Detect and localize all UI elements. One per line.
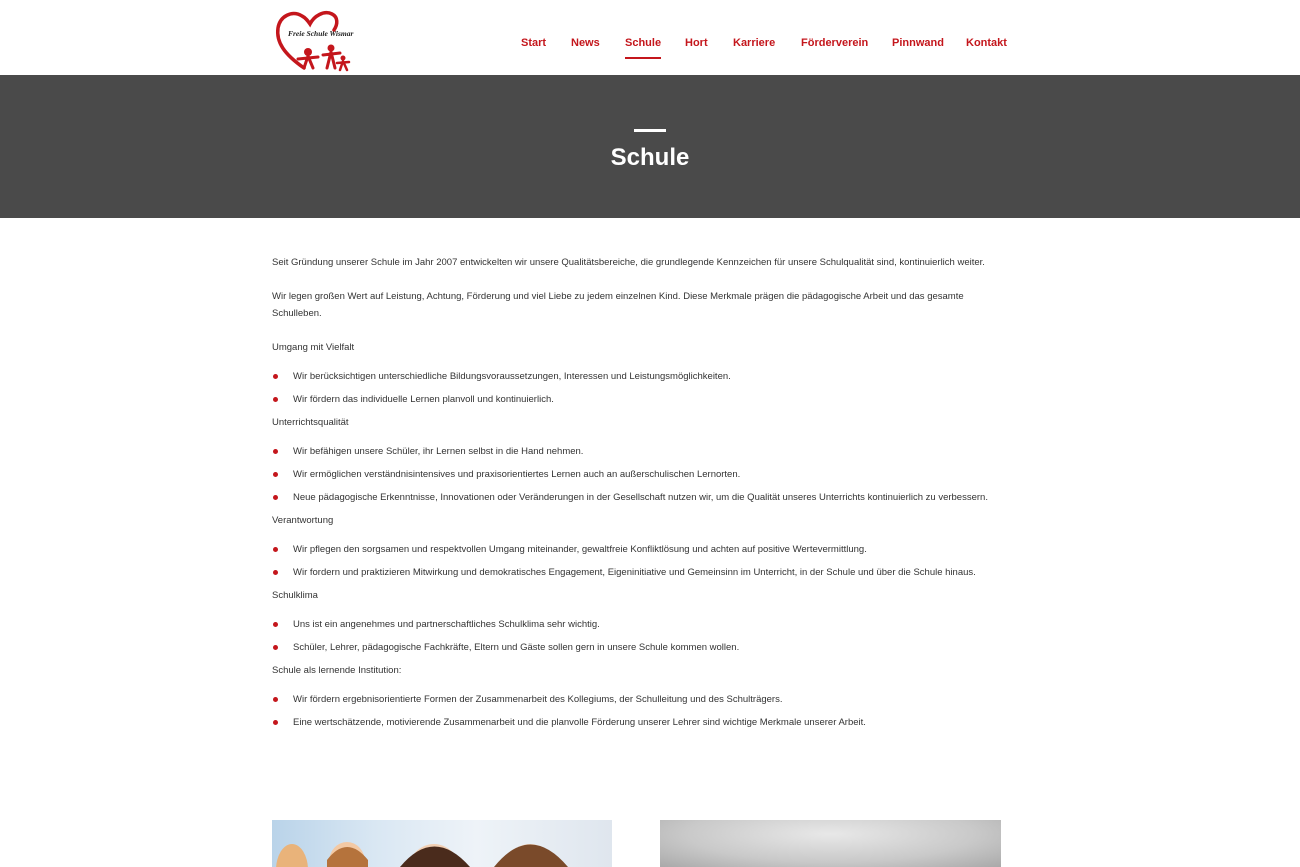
list-item: Wir fördern das individuelle Lernen planvoll und kontinuierlich. (272, 391, 1002, 408)
list-item: Uns ist ein angenehmes und partnerschaftliches Schulklima sehr wichtig. (272, 616, 1002, 633)
list-item: Neue pädagogische Erkenntnisse, Innovationen oder Veränderungen in der Gesellschaft nutzen wir, um die Qualität unseres Unterrichts kontinuierlich zu verbessern. (272, 489, 1002, 506)
section-heading: Schulklima (272, 590, 318, 601)
bullet-list (272, 443, 1002, 506)
list-item: Wir fordern und praktizieren Mitwirkung und demokratisches Engagement, Eigeninitiative und Gemeinsinn im Unterricht, in der Schule und über die Schule hinaus. (272, 564, 1002, 581)
list-item: Wir ermöglichen verständnisintensives und praxisorientiertes Lernen auch an außerschulischen Lernorten. (272, 466, 1002, 483)
school-children-photo (272, 820, 612, 867)
nav-hort[interactable]: Hort (685, 37, 708, 49)
school-photo (660, 820, 1001, 867)
hero-divider (634, 129, 666, 132)
bullet-list (272, 541, 1002, 581)
section-heading: Schule als lernende Institution: (272, 665, 402, 676)
bullet-list (272, 368, 1002, 408)
list-item: Wir befähigen unsere Schüler, ihr Lernen selbst in die Hand nehmen. (272, 443, 1002, 460)
list-item: Eine wertschätzende, motivierende Zusammenarbeit und die planvolle Förderung unserer Lehrer sind wichtige Merkmale unserer Arbeit. (272, 714, 1002, 731)
intro-paragraph: Seit Gründung unserer Schule im Jahr 2007 entwickelten wir unsere Qualitätsbereiche, die grundlegende Kennzeichen für unsere Schulqualität sind, kontinuierlich weiter. (272, 257, 985, 268)
main-content (272, 254, 1002, 737)
nav-karriere[interactable]: Karriere (733, 37, 776, 49)
heart-family-logo-icon (274, 8, 362, 74)
nav-foerderverein[interactable]: Förderverein (801, 37, 869, 49)
section-heading: Unterrichtsqualität (272, 417, 349, 428)
page-hero (0, 75, 1300, 218)
list-item: Wir berücksichtigen unterschiedliche Bildungsvoraussetzungen, Interessen und Leistungsmöglichkeiten. (272, 368, 1002, 385)
list-item: Wir fördern ergebnisorientierte Formen der Zusammenarbeit des Kollegiums, der Schulleitung und des Schulträgers. (272, 691, 1002, 708)
bullet-list (272, 691, 1002, 731)
section-heading: Umgang mit Vielfalt (272, 342, 355, 353)
site-header (0, 0, 1300, 75)
nav-pinnwand[interactable]: Pinnwand (892, 37, 944, 49)
nav-start[interactable]: Start (521, 37, 547, 49)
nav-news[interactable]: News (571, 37, 600, 49)
nav-schule[interactable]: Schule (625, 37, 662, 49)
bullet-list (272, 616, 1002, 656)
list-item: Schüler, Lehrer, pädagogische Fachkräfte, Eltern und Gäste sollen gern in unsere Schule kommen wollen. (272, 639, 1002, 656)
intro-paragraph: Wir legen großen Wert auf Leistung, Achtung, Förderung und viel Liebe zu jedem einzelnen Kind. Diese Merkmale prägen die pädagogische Arbeit und das gesamte Schulleben. (272, 291, 964, 319)
page-title: Schule (610, 144, 690, 171)
children-image-icon (272, 820, 612, 867)
nav-kontakt[interactable]: Kontakt (966, 37, 1007, 49)
logo-text: Freie Schule Wismar (288, 29, 354, 38)
school-logo[interactable] (274, 8, 362, 74)
section-heading: Verantwortung (272, 515, 334, 526)
list-item: Wir pflegen den sorgsamen und respektvollen Umgang miteinander, gewaltfreie Konfliktlösung und achten auf positive Wertevermittlung. (272, 541, 1002, 558)
